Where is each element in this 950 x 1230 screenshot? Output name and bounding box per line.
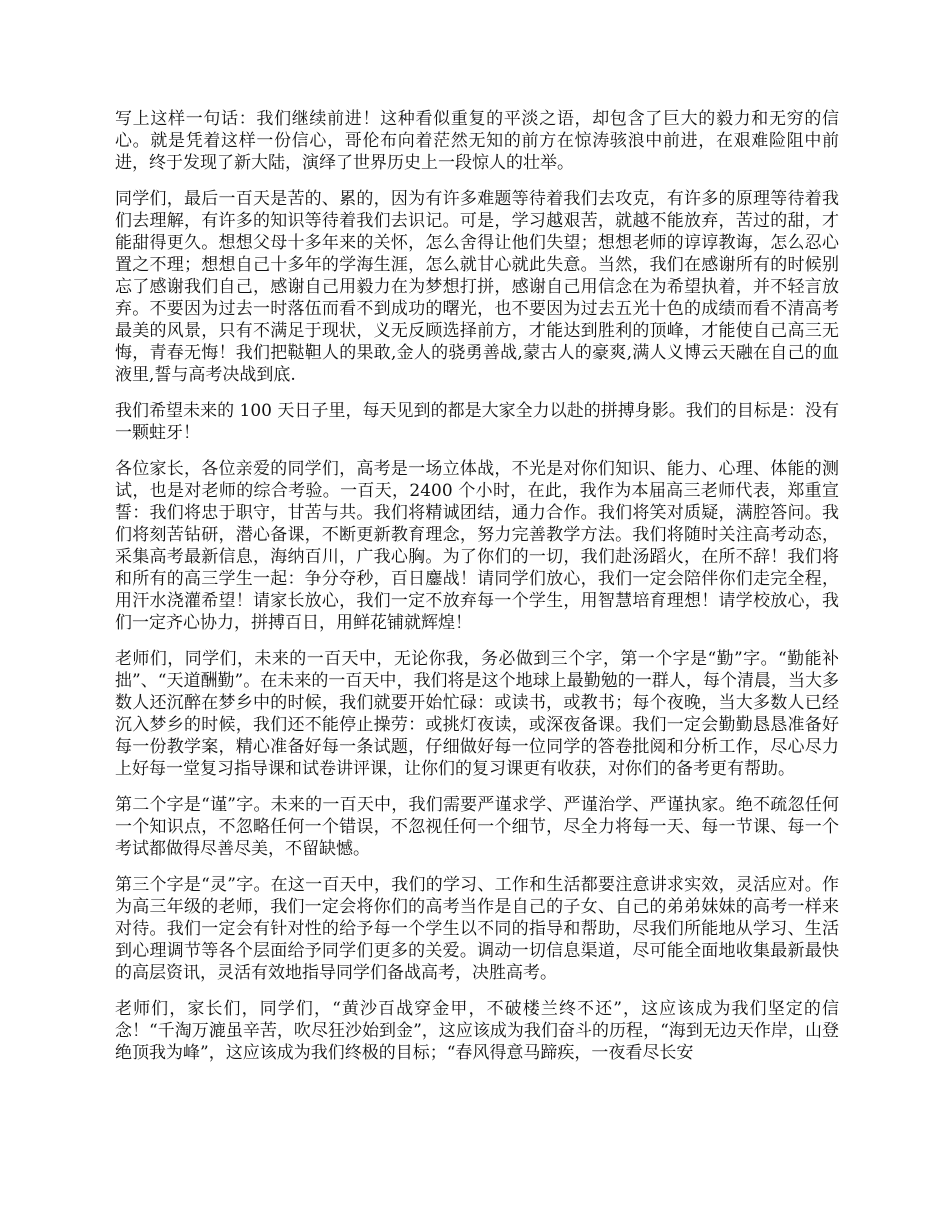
paragraph-7: 第三个字是“灵”字。在这一百天中，我们的学习、工作和生活都要注意讲求实效，灵活应对。作为高三年级的老师，我们一定会将你们的高考当作是自己的子女、自己的弟弟妹妹的高考一样来对待。我们一定会有针对性的给予每一个学生以不同的指导和帮助，尽我们所能地从学习、生活到心理调节等各个层面给予同学们更多的关爱。调动一切信息渠道，尽可能全面地收集最新最快的高层资讯，灵活有效地指导同学们备战高考，决胜高考。	[115, 875, 839, 983]
paragraph-3: 我们希望未来的 100 天日子里，每天见到的都是大家全力以赴的拼搏身影。我们的目标是：没有一颗蛀牙！	[115, 401, 839, 443]
paragraph-8: 老师们，家长们，同学们，“黄沙百战穿金甲，不破楼兰终不还”，这应该成为我们坚定的信念！“千淘万漉虽辛苦，吹尽狂沙始到金”，这应该成为我们奋斗的历程，“海到无边天作岸，山登绝顶我为峰”，这应该成为我们终极的目标；“春风得意马蹄疾，一夜看尽长安	[115, 999, 839, 1063]
paragraph-1: 写上这样一句话：我们继续前进！这种看似重复的平淡之语，却包含了巨大的毅力和无穷的信心。就是凭着这样一份信心，哥伦布向着茫然无知的前方在惊涛骇浪中前进，在艰难险阻中前进，终于发现了新大陆，演绎了世界历史上一段惊人的壮举。	[115, 109, 839, 173]
paragraph-6: 第二个字是“谨”字。未来的一百天中，我们需要严谨求学、严谨治学、严谨执家。绝不疏忽任何一个知识点，不忽略任何一个错误，不忽视任何一个细节，尽全力将每一天、每一节课、每一个考试都做得尽善尽美，不留缺憾。	[115, 795, 839, 859]
paragraph-5: 老师们，同学们，未来的一百天中，无论你我，务必做到三个字，第一个字是“勤”字。“勤能补拙”、“天道酬勤”。在未来的一百天中，我们将是这个地球上最勤勉的一群人，每个清晨，当大多数人还沉醉在梦乡中的时候，我们就要开始忙碌：或读书，或教书；每个夜晚，当大多数人已经沉入梦乡的时候，我们还不能停止操劳：或挑灯夜读，或深夜备课。我们一定会勤勤恳恳准备好每一份教学案，精心准备好每一条试题，仔细做好每一位同学的答卷批阅和分析工作，尽心尽力上好每一堂复习指导课和试卷讲评课，让你们的复习课更有收获，对你们的备考更有帮助。	[115, 649, 839, 779]
paragraph-2: 同学们，最后一百天是苦的、累的，因为有许多难题等待着我们去攻克，有许多的原理等待着我们去理解，有许多的知识等待着我们去识记。可是，学习越艰苦，就越不能放弃，苦过的甜，才能甜得更久。想想父母十多年来的关怀，怎么舍得让他们失望；想想老师的谆谆教诲，怎么忍心置之不理；想想自己十多年的学海生涯，怎么就甘心就此失意。当然，我们在感谢所有的时候别忘了感谢我们自己，感谢自己用毅力在为梦想打拼，感谢自己用信念在为希望执着，并不轻言放弃。不要因为过去一时落伍而看不到成功的曙光，也不要因为过去五光十色的成绩而看不清高考最美的风景，只有不满足于现状，义无反顾选择前方，才能达到胜利的顶峰，才能使自己高三无悔，青春无悔！我们把鞑靼人的果敢,金人的骁勇善战,蒙古人的豪爽,满人义博云天融在自己的血液里,誓与高考决战到底.	[115, 189, 839, 385]
paragraph-4: 各位家长，各位亲爱的同学们，高考是一场立体战，不光是对你们知识、能力、心理、体能的测试，也是对老师的综合考验。一百天，2400 个小时，在此，我作为本届高三老师代表，郑重宣誓：我们将忠于职守，甘苦与共。我们将精诚团结，通力合作。我们将笑对质疑，满腔答问。我们将刻苦钻研，潜心备课，不断更新教育理念，努力完善教学方法。我们将随时关注高考动态，采集高考最新信息，海纳百川，广我心胸。为了你们的一切，我们赴汤蹈火，在所不辞！我们将和所有的高三学生一起：争分夺秒，百日鏖战！请同学们放心，我们一定会陪伴你们走完全程，用汗水浇灌希望！请家长放心，我们一定不放弃每一个学生，用智慧培育理想！请学校放心，我们一定齐心协力，拼搏百日，用鲜花铺就辉煌！	[115, 459, 839, 633]
document-body	[115, 108, 839, 1078]
